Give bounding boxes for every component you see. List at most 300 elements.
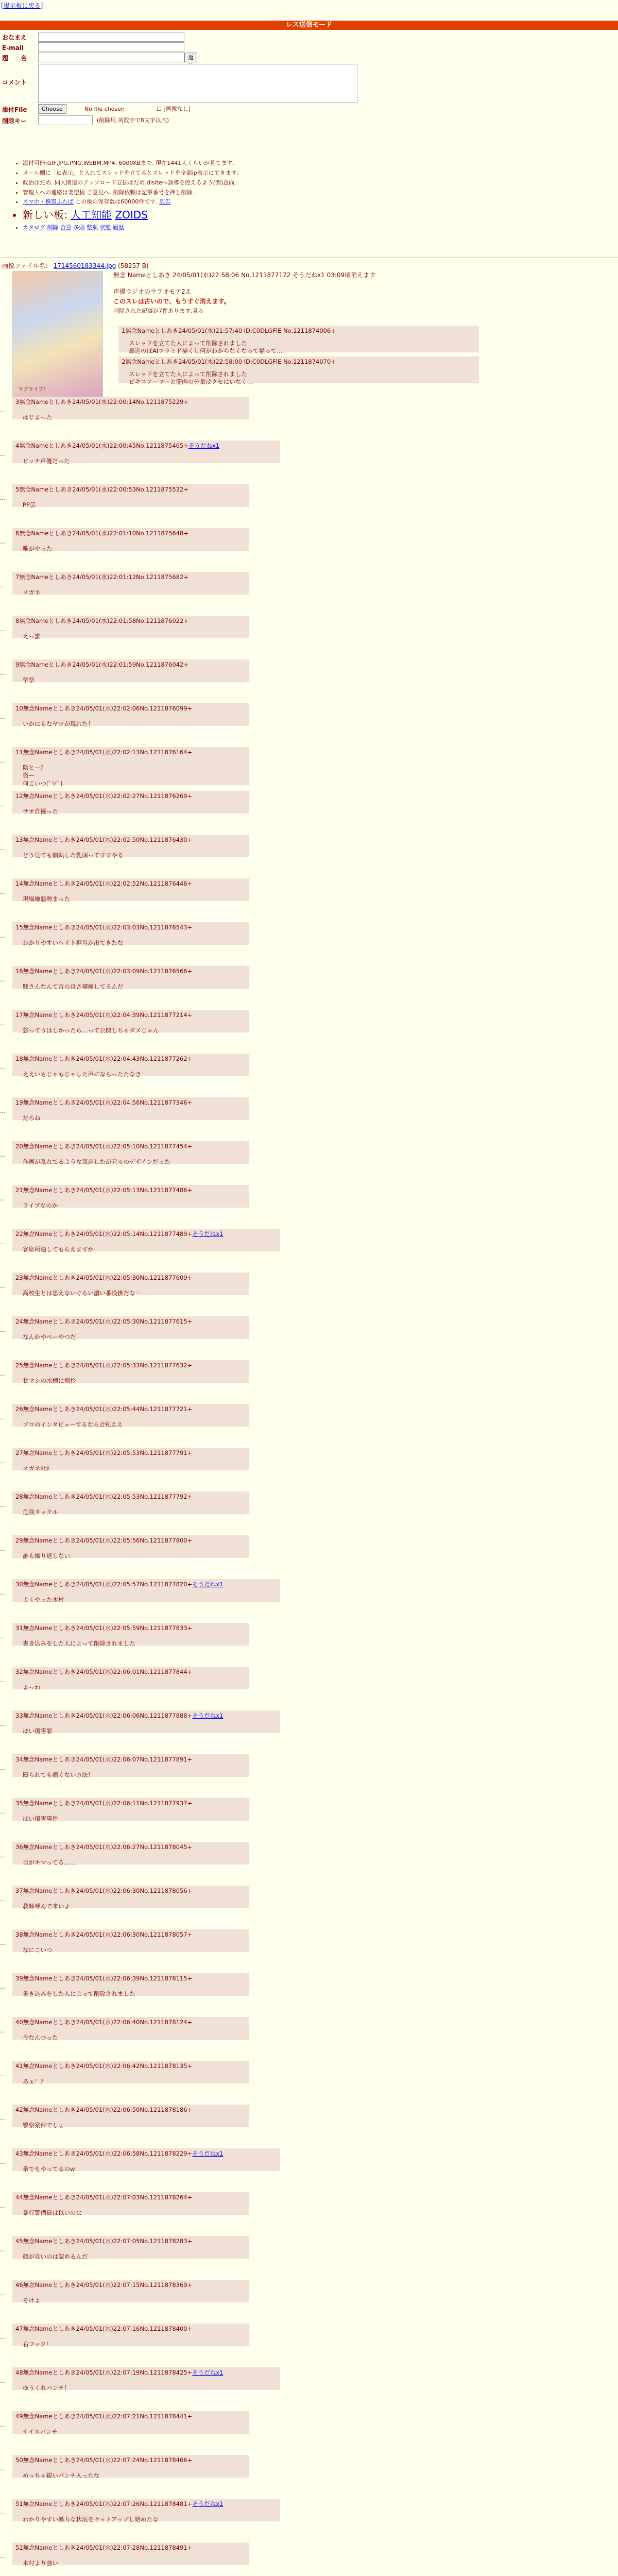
reply-post-id[interactable]: No.1211876543+ xyxy=(140,924,193,931)
reply-post-id[interactable]: No.1211878115+ xyxy=(140,1975,193,1982)
reply-number: 22 xyxy=(15,1230,23,1238)
reply-post xyxy=(12,1097,249,1120)
reply-indent-marker: … xyxy=(0,1020,6,1027)
choose-file-button[interactable]: Choose xyxy=(38,104,66,114)
reply-body: 拳でもやってるのw xyxy=(23,2165,75,2173)
reply-indent-marker: … xyxy=(0,2553,6,2560)
reply-poster-name: 無念Nameとしあき xyxy=(19,442,73,449)
reply-timestamp: 24/05/01(水)22:06:11 xyxy=(76,1800,140,1807)
reply-number: 51 xyxy=(15,2500,23,2507)
reply-indent-marker: … xyxy=(0,1808,6,1815)
reply-body: はじまった xyxy=(23,413,53,421)
reply-body: どう見ても偏執した乳頭ってすすやる xyxy=(23,851,124,859)
history-link[interactable]: 履歴 xyxy=(113,224,124,231)
reply-header xyxy=(15,1624,246,1633)
reply-indent-marker: … xyxy=(0,1502,6,1509)
reply-indent-marker: … xyxy=(0,1239,6,1246)
reply-timestamp: 24/05/01(水)22:05:30 xyxy=(76,1318,140,1325)
reply-post-id[interactable]: No.1211878491+ xyxy=(140,2544,193,2551)
reply-post-id[interactable]: No.1211877615+ xyxy=(140,1318,193,1325)
reply-header xyxy=(15,1756,246,1764)
reply-header xyxy=(15,1537,246,1545)
reply-indent-marker: … xyxy=(0,2378,6,2384)
reply-post-id[interactable]: No.1211878045+ xyxy=(140,1843,193,1851)
reply-timestamp: 24/05/01(水)22:00:45 xyxy=(72,442,136,449)
reply-body: なにこいつ xyxy=(23,1946,53,1954)
reply-indent-marker: … xyxy=(0,1677,6,1684)
reply-poster-name: 無念Nameとしあき xyxy=(23,2325,76,2332)
reply-post-id[interactable]: No.1211876430+ xyxy=(140,836,193,843)
reply-post-id[interactable]: No.1211875229+ xyxy=(136,398,188,405)
reply-poster-name: 無念Nameとしあき xyxy=(23,1011,76,1019)
reply-header xyxy=(15,442,277,450)
reply-post xyxy=(12,791,249,814)
reply-indent-marker: … xyxy=(0,626,6,633)
reply-indent-marker: … xyxy=(0,495,6,501)
reply-body: 警察案件でしょ xyxy=(23,2121,64,2129)
reply-post xyxy=(12,1710,280,1733)
reply-body: 陰とー？ 微ー 何こいつ(ﾟ∀ﾟ) xyxy=(23,764,63,787)
reply-poster-name: 無念Nameとしあき xyxy=(23,2544,76,2551)
sodane-button[interactable]: そうだねx1 xyxy=(192,1230,224,1238)
reply-body: 今なんつった xyxy=(23,2033,58,2041)
reply-post xyxy=(12,2324,249,2346)
reply-body: わかりやすいヘイト担当が出てきたな xyxy=(23,939,124,946)
reply-post-id[interactable]: No.1211875465+ xyxy=(136,442,188,449)
reply-post-id[interactable]: No.1211877791+ xyxy=(140,1449,193,1456)
reply-timestamp: 24/05/01(水)22:05:30 xyxy=(76,1274,140,1281)
reply-timestamp: 24/05/01(水)22:07:28 xyxy=(76,2544,140,2551)
new-boards-item xyxy=(23,208,610,222)
email-label: E-mail xyxy=(2,44,24,52)
reply-poster-name: 無念Nameとしあき xyxy=(23,2194,76,2201)
reply-poster-name: 無念Nameとしあき xyxy=(23,1800,76,1807)
reply-post xyxy=(12,484,249,507)
reply-number: 31 xyxy=(15,1624,23,1632)
reply-post-id[interactable]: No.1211877820+ xyxy=(140,1581,193,1588)
reply-post-id[interactable]: No.1211876164+ xyxy=(140,749,193,756)
no-image-checkbox[interactable]: ☐ [画像なし] xyxy=(157,106,191,112)
reply-body: 書き込みをした人によって削除されました xyxy=(23,1639,135,1647)
reply-body xyxy=(129,340,476,355)
reply-post xyxy=(12,1404,249,1427)
reply-post-id[interactable]: No.1211877609+ xyxy=(140,1274,193,1281)
reply-body: プロのインタビューするなら会私ええ xyxy=(23,1420,123,1428)
reply-header xyxy=(15,2062,246,2071)
reply-post-id[interactable]: No.1211877632+ xyxy=(140,1362,193,1369)
reply-poster-name: 無念Nameとしあき xyxy=(23,1143,76,1150)
status-link[interactable]: 状態 xyxy=(99,224,111,231)
reply-body: そけよ xyxy=(23,2296,41,2304)
reply-timestamp: 24/05/01(水)22:07:15 xyxy=(76,2281,140,2289)
reply-header xyxy=(15,2325,246,2333)
reply-number: 7 xyxy=(15,573,20,581)
rule-item: • 政治はだめ. 同人関連のアップロード宣伝はだめ.dlsiteへ誘導を控えるよう(御)意向. xyxy=(23,179,610,187)
comment-textarea[interactable] xyxy=(38,64,357,103)
reply-timestamp: 24/05/01(水)22:05:53 xyxy=(76,1493,140,1500)
reply-header xyxy=(15,880,246,888)
reply-post-id[interactable]: No.1211878056+ xyxy=(140,1887,193,1894)
reply-indent-marker: … xyxy=(0,933,6,939)
reply-timestamp: 24/05/01(水)22:07:16 xyxy=(76,2325,140,2332)
reply-timestamp: 24/05/01(水)22:02:06 xyxy=(76,705,140,712)
reply-post-id[interactable]: No.1211878369+ xyxy=(140,2281,193,2289)
reply-poster-name: 無念Nameとしあき xyxy=(19,661,73,668)
reply-post-id[interactable]: No.1211878283+ xyxy=(140,2238,193,2245)
reply-poster-name: 無念Nameとしあき xyxy=(19,573,73,581)
reply-poster-name: 無念Nameとしあき xyxy=(23,2019,76,2026)
reply-header xyxy=(15,2019,246,2027)
reply-timestamp: 24/05/01(水)22:01:12 xyxy=(72,573,136,581)
reply-header xyxy=(15,1449,246,1458)
reply-number: 50 xyxy=(15,2456,23,2464)
reply-indent-marker: … xyxy=(0,1327,6,1333)
reply-post xyxy=(12,1623,249,1646)
reply-post xyxy=(12,1273,249,1295)
reply-poster-name: 無念Nameとしあき xyxy=(23,792,76,800)
reply-poster-name: 無念Nameとしあき xyxy=(23,1187,76,1194)
reply-post-id[interactable]: No.1211876566+ xyxy=(140,968,193,975)
thread-thumbnail-image[interactable] xyxy=(12,271,103,398)
reply-post xyxy=(12,1842,249,1865)
reply-timestamp: 24/05/01(水)22:06:42 xyxy=(76,2062,140,2070)
reply-number: 28 xyxy=(15,1493,23,1500)
reply-post-id[interactable]: No.1211876446+ xyxy=(140,880,193,887)
reply-header xyxy=(15,1230,277,1239)
reply-post xyxy=(12,1448,249,1470)
submit-reply-button[interactable]: 返 xyxy=(184,53,197,62)
reply-poster-name: 無念Nameとしあき xyxy=(23,1055,76,1062)
reply-post xyxy=(12,922,249,945)
reply-body: 駿さんなんて昔の良さ積極してるんだ xyxy=(23,982,124,990)
new-board-zoids-link[interactable]: ZOIDS xyxy=(115,209,148,222)
reply-post-id[interactable]: No.1211878264+ xyxy=(140,2194,193,2201)
multi-link[interactable]: 多頭 xyxy=(73,224,85,231)
reply-post-id[interactable]: No.1211876042+ xyxy=(136,661,188,668)
reply-post xyxy=(12,2017,249,2040)
reply-post xyxy=(12,1754,249,1777)
reply-timestamp: 24/05/01(水)22:07:26 xyxy=(76,2500,140,2507)
reply-post-id[interactable]: No.1211877721+ xyxy=(140,1405,193,1413)
reply-number: 27 xyxy=(15,1449,23,1456)
reply-post-id[interactable]: No.1211877891+ xyxy=(140,1756,193,1763)
reply-header xyxy=(15,661,246,669)
reply-post xyxy=(12,1229,280,1251)
reply-post xyxy=(12,966,249,989)
reply-timestamp: 24/05/01(水)22:04:43 xyxy=(76,1055,140,1062)
image-file-info xyxy=(2,262,149,270)
reply-indent-marker: … xyxy=(0,2202,6,2209)
reply-poster-name: 無念Nameとしあき xyxy=(23,2150,76,2157)
reply-post-id[interactable]: No.1211878425+ xyxy=(140,2369,193,2376)
reply-post-id[interactable]: No.1211877454+ xyxy=(140,1143,193,1150)
delete-link[interactable]: 削除 xyxy=(47,224,59,231)
reply-poster-name: 無念Nameとしあき xyxy=(19,398,73,405)
reply-header xyxy=(15,2238,246,2246)
reply-post-id[interactable]: No.1211875648+ xyxy=(136,530,188,537)
ad-link[interactable]: 広告 xyxy=(159,198,171,206)
reply-timestamp: 24/05/01(水)22:01:58 xyxy=(72,617,136,624)
reply-body: 書き込みをした人によって削除されました xyxy=(23,1990,135,1997)
reply-timestamp: 24/05/01(水)22:06:39 xyxy=(76,1975,140,1982)
reply-number: 52 xyxy=(15,2544,23,2551)
reply-indent-marker: … xyxy=(0,2027,6,2034)
reply-post-id[interactable]: No.1211877489+ xyxy=(140,1230,193,1238)
delete-key-label: 削除キー xyxy=(2,117,27,125)
op-sub-reply xyxy=(118,326,479,355)
reply-indent-marker: … xyxy=(0,1195,6,1202)
reply-header xyxy=(15,2150,277,2158)
reply-body: 木村より強い xyxy=(23,2559,58,2567)
reply-number: 41 xyxy=(15,2062,23,2070)
reply-post-id[interactable]: No.1211876269+ xyxy=(140,792,193,800)
reply-body: なんかやべーやつだ xyxy=(23,1333,76,1341)
reply-post-id[interactable]: No.1211877262+ xyxy=(140,1055,193,1062)
reply-number: 18 xyxy=(15,1055,23,1062)
reply-poster-name: 無念Nameとしあき xyxy=(23,1843,76,1851)
reply-number: 20 xyxy=(15,1143,23,1150)
sodane-button[interactable]: そうだねx1 xyxy=(192,2369,224,2376)
reply-post-id[interactable]: No.1211877833+ xyxy=(140,1624,193,1632)
reply-post xyxy=(12,2192,249,2215)
reply-number: 8 xyxy=(15,617,20,624)
reply-timestamp: 24/05/01(水)22:05:33 xyxy=(76,1362,140,1369)
reply-timestamp: 24/05/01(水)22:06:30 xyxy=(76,1887,140,1894)
reply-timestamp: 24/05/01(水)22:07:21 xyxy=(76,2413,140,2420)
reply-post-id[interactable]: No.1211875682+ xyxy=(136,573,188,581)
reply-body: 高校生とは思えないぐらい濃い番役掛だな－ xyxy=(23,1289,141,1297)
reply-header xyxy=(15,1362,246,1370)
sodane-button[interactable]: そうだねx1 xyxy=(192,2500,224,2507)
reply-poster-name: 無念Nameとしあき xyxy=(23,1756,76,1763)
reply-body: 客席所通してもらえますか xyxy=(23,1245,94,1253)
reply-post xyxy=(12,2236,249,2259)
name-label: おなまえ xyxy=(2,34,27,41)
reply-indent-marker: … xyxy=(0,451,6,457)
reply-header xyxy=(15,1318,246,1326)
sodane-button[interactable]: そうだねx1 xyxy=(192,1712,224,1719)
op-expiry-notice: このスレは古いので、もうすぐ消えます。 xyxy=(113,298,230,306)
reply-poster-name: 無念Nameとしあき xyxy=(23,1931,76,1938)
consent-link[interactable]: 合意 xyxy=(60,224,72,231)
file-status: No file chosen xyxy=(84,106,125,112)
reply-body xyxy=(129,370,476,386)
catalog-link[interactable]: カタログ xyxy=(23,224,45,231)
reply-post-id[interactable]: No.1211877844+ xyxy=(140,1668,193,1675)
reply-header xyxy=(15,1011,246,1020)
name-input[interactable] xyxy=(38,32,184,42)
reply-poster-name: 無念Nameとしあき xyxy=(19,486,73,493)
reply-poster-name: 無念Nameとしあき xyxy=(23,1230,76,1238)
email-input[interactable] xyxy=(38,42,184,52)
reply-body: 作画が乱れてるような気がしたが元々のデザインだった xyxy=(23,1158,170,1165)
reply-number: 25 xyxy=(15,1362,23,1369)
reply-indent-marker: … xyxy=(0,889,6,895)
reply-indent-marker: … xyxy=(0,2115,6,2122)
reply-header xyxy=(15,617,246,625)
reply-post-id[interactable]: No.1211878400+ xyxy=(140,2325,193,2332)
rule-item xyxy=(23,198,610,206)
order-link[interactable]: 整順 xyxy=(87,224,98,231)
rule-item: • 添付可能:GIF,JPG,PNG,WEBM,MP4. 6000KBまで. 現在1441人くらいが見てます. xyxy=(23,160,610,167)
reply-body: 危険タックル xyxy=(23,1508,58,1516)
reply-number: 33 xyxy=(15,1712,23,1719)
reply-post xyxy=(12,2367,280,2390)
reply-post xyxy=(12,2543,249,2565)
reply-poster-name: 無念Nameとしあき xyxy=(23,1405,76,1413)
reply-timestamp: 24/05/01(水)22:03:09 xyxy=(76,968,140,975)
reply-post-id[interactable]: No.1211875532+ xyxy=(136,486,188,493)
reply-indent-marker: … xyxy=(0,2290,6,2297)
reply-header xyxy=(15,705,246,713)
reply-body: ライブなのか xyxy=(23,1201,58,1209)
delete-key-input[interactable] xyxy=(38,115,93,125)
reply-number: 29 xyxy=(15,1537,23,1544)
reply-body: ええいもじゃもじゃした声にならったたなき xyxy=(23,1070,141,1078)
reply-header xyxy=(15,1931,246,1939)
sodane-button[interactable]: そうだねx1 xyxy=(192,2150,224,2157)
reply-post-id[interactable]: No.1211878466+ xyxy=(140,2456,193,2464)
reply-header xyxy=(15,1887,246,1895)
reply-header xyxy=(15,1143,246,1151)
back-to-board-link[interactable]: [掲示板に戻る] xyxy=(1,2,43,9)
reply-body: 学祭 xyxy=(23,676,35,684)
reply-post xyxy=(12,2455,249,2478)
reply-post-id[interactable]: No.1211877792+ xyxy=(140,1493,193,1500)
reply-timestamp: 24/05/01(水)22:02:27 xyxy=(76,792,140,800)
subject-label: 題 名 xyxy=(2,55,27,62)
reply-post xyxy=(12,1492,249,1514)
reply-post-id[interactable]: No.1211878186+ xyxy=(140,2106,193,2113)
reply-post-id[interactable]: No.1211876099+ xyxy=(140,705,193,712)
reply-poster-name: 無念Nameとしあき xyxy=(23,1975,76,1982)
reply-poster-name: 無念Nameとしあき xyxy=(23,2281,76,2289)
file-label: 添付File xyxy=(2,106,27,113)
reply-number: 19 xyxy=(15,1099,23,1106)
reply-number: 43 xyxy=(15,2150,23,2157)
reply-indent-marker: … xyxy=(0,1852,6,1859)
new-boards-prefix: 新しい板: xyxy=(23,209,67,222)
sodane-button[interactable]: そうだねx1 xyxy=(188,442,220,449)
reply-poster-name: 無念Nameとしあき xyxy=(23,1274,76,1281)
reply-number: 32 xyxy=(15,1668,23,1675)
reply-line: スレッドを立てた人によって削除されました xyxy=(129,370,247,378)
reply-post xyxy=(12,1886,249,1908)
reply-body: ほい傷害事件 xyxy=(23,1815,58,1822)
reply-post-id[interactable]: No.1211877486+ xyxy=(140,1187,193,1194)
reply-number: 23 xyxy=(15,1274,23,1281)
reply-body: いかにもなヤツが現れた！ xyxy=(23,720,94,727)
reply-indent-marker: … xyxy=(0,1546,6,1552)
reply-post-id[interactable]: No.1211877800+ xyxy=(140,1537,193,1544)
reply-post-id[interactable]: No.1211876022+ xyxy=(136,617,188,624)
reply-timestamp: 24/05/01(水)22:04:39 xyxy=(76,1011,140,1019)
reply-post-id[interactable]: No.1211878057+ xyxy=(140,1931,193,1938)
subject-input[interactable] xyxy=(38,53,184,62)
reply-post xyxy=(12,528,249,551)
reply-poster-name: 無念Nameとしあき xyxy=(23,1362,76,1369)
reply-timestamp: 24/05/01(水)22:06:07 xyxy=(76,1756,140,1763)
reply-body: よくやった木村 xyxy=(23,1596,64,1603)
delete-key-note: (削除用.英数字で8文字以内) xyxy=(97,117,169,124)
reply-number: 46 xyxy=(15,2281,23,2289)
reply-indent-marker: … xyxy=(0,1283,6,1290)
reply-body: ピッチ声優だった xyxy=(23,457,70,465)
reply-post xyxy=(12,1973,249,1996)
reply-header xyxy=(15,836,246,844)
new-board-ai-link[interactable]: 人工知能 xyxy=(71,209,112,222)
reply-poster-name: 無念Nameとしあき xyxy=(23,1318,76,1325)
reply-number: 17 xyxy=(15,1011,23,1019)
reply-number: 12 xyxy=(15,792,23,800)
reply-indent-marker: … xyxy=(0,1633,6,1640)
reply-number: 24 xyxy=(15,1318,23,1325)
reply-timestamp: 24/05/01(水)22:07:03 xyxy=(76,2194,140,2201)
reply-indent-marker: … xyxy=(0,1589,6,1596)
reply-post-id[interactable]: No.1211877346+ xyxy=(140,1099,193,1106)
reply-timestamp: 24/05/01(水)22:07:19 xyxy=(76,2369,140,2376)
reply-indent-marker: … xyxy=(0,2465,6,2472)
reply-post-id[interactable]: No.1211877937+ xyxy=(140,1800,193,1807)
sodane-button[interactable]: そうだねx1 xyxy=(192,1581,224,1588)
reply-post-id[interactable]: No.1211878441+ xyxy=(140,2413,193,2420)
rule-item: • メール欄に「ip表示」と入れてスレッドを立てるとスレッドを全部ip表示にできます. xyxy=(23,170,610,177)
reply-indent-marker: … xyxy=(0,976,6,983)
reply-header xyxy=(15,1975,246,1983)
reply-post-id[interactable]: No.1211877214+ xyxy=(140,1011,193,1019)
reply-number: 16 xyxy=(15,968,23,975)
reply-indent-marker: … xyxy=(0,2421,6,2428)
reply-indent-marker: … xyxy=(0,1064,6,1071)
reply-post-id[interactable]: No.1211878481+ xyxy=(140,2500,193,2507)
reply-timestamp: 24/05/01(水)22:05:14 xyxy=(76,1230,140,1238)
reply-header xyxy=(15,1581,277,1589)
reply-header xyxy=(15,1099,246,1107)
rule-item: • 管理人への連絡は要望板 ご意見へ. 削除依頼は記事番号を押し削除. xyxy=(23,189,610,197)
reply-header xyxy=(15,2106,246,2114)
reply-header xyxy=(15,749,246,757)
reply-number: 40 xyxy=(15,2019,23,2026)
image-file-link[interactable]: 1714560183344.jpg xyxy=(53,262,116,269)
reply-poster-name: 無念Nameとしあき xyxy=(19,617,73,624)
reply-post-id[interactable]: No.1211878124+ xyxy=(140,2019,193,2026)
reply-poster-name: 無念Nameとしあき xyxy=(23,705,76,712)
reply-header xyxy=(15,2413,246,2421)
reply-post xyxy=(12,2148,280,2171)
reply-timestamp: 24/05/01(水)22:00:14 xyxy=(72,398,136,405)
reply-number: 45 xyxy=(15,2238,23,2245)
reply-number: 47 xyxy=(15,2325,23,2332)
reply-body: だろね xyxy=(23,1114,41,1122)
reply-poster-name: 無念Nameとしあき xyxy=(19,530,73,537)
reply-post-id[interactable]: No.1211878135+ xyxy=(140,2062,193,2070)
reply-header xyxy=(15,1800,246,1808)
mobile-link[interactable]: スマホ・携帯ふたば xyxy=(23,198,74,206)
deleted-note: 削除された記事が7件あります.見る xyxy=(113,307,204,314)
reply-timestamp: 24/05/01(水)22:05:53 xyxy=(76,1449,140,1456)
reply-post xyxy=(12,2499,280,2521)
reply-post xyxy=(12,1360,249,1383)
reply-indent-marker: … xyxy=(0,1765,6,1771)
reply-indent-marker: … xyxy=(0,1984,6,1990)
reply-post-id[interactable]: No.1211877888+ xyxy=(140,1712,193,1719)
reply-post-id[interactable]: No.1211878229+ xyxy=(140,2150,193,2157)
reply-poster-name: 無念Nameとしあき xyxy=(23,968,76,975)
reply-header: 1無念Nameとしあき24/05/01(水)21:57:40 ID:C0DLGFlE No.1211874006+ xyxy=(122,327,336,334)
reply-indent-marker: … xyxy=(0,757,6,764)
reply-header xyxy=(15,2281,246,2290)
reply-line: 最近のはAIフラミド描くし何がわからなくなって描って… xyxy=(129,347,283,355)
